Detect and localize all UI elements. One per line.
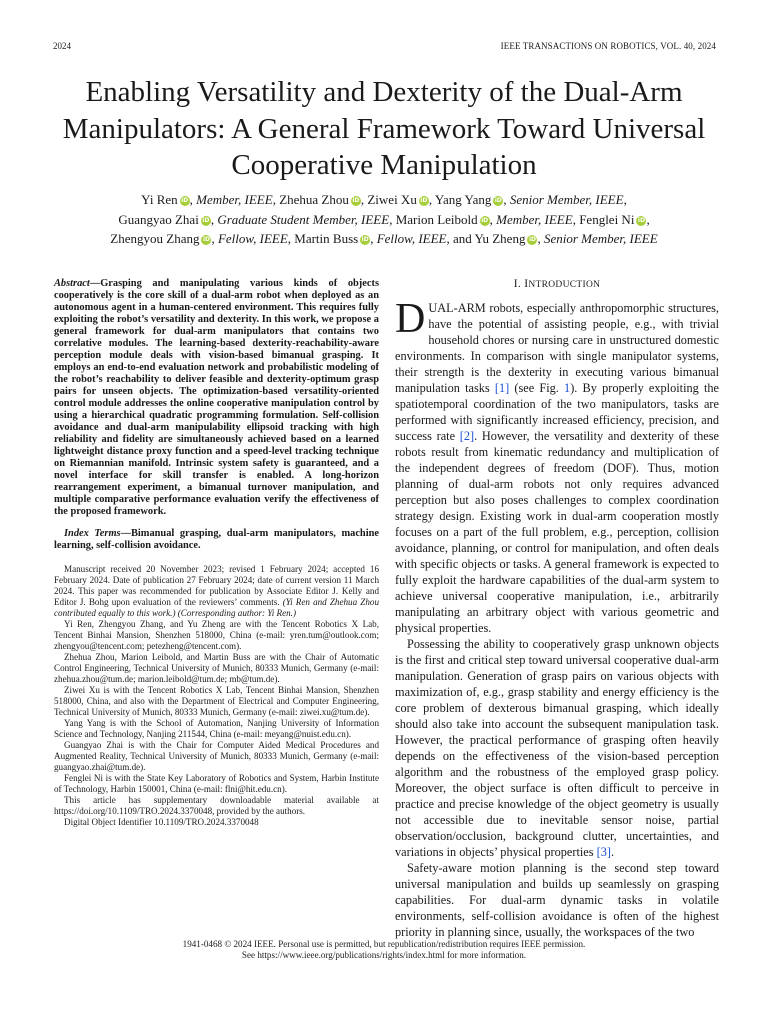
orcid-icon[interactable]: iD xyxy=(481,216,489,224)
orcid-icon[interactable]: iD xyxy=(361,236,369,243)
drop-cap: D xyxy=(395,296,426,342)
section-heading xyxy=(395,278,719,290)
citation-link[interactable]: [1] xyxy=(494,381,510,395)
orcid-icon[interactable]: iD xyxy=(202,216,210,224)
page-number: 2024 xyxy=(53,41,71,51)
index-terms-lead: Index Terms xyxy=(64,528,121,539)
paragraph-text: . However, the versatility and dexterity of these robots result from kinematic redundancy and multiplication of the independent degrees of freedom (DOF). Thus, motion planning of dual-arm robots not only requires advanced perception but also poses challenges to complex coordination strategy design. Existing work in dual-arm cooperation mostly focuses on a part of the full problem, e.g., perception, collision avoidance, planning, or control for manipulation, and often deals with specific objects or tasks. A general framework is expected to fully exploit the hardware capabilities of the dual-arm system to achieve universal cooperative manipulation, i.e., arbitrarily manipulating an arbitrary object with various geometric and physical properties. xyxy=(395,429,719,635)
orcid-icon[interactable]: iD xyxy=(420,197,428,204)
figure-link[interactable]: 1 xyxy=(564,381,571,395)
author-conjunction: and xyxy=(452,231,472,246)
affiliation-note: Fenglei Ni is with the State Key Laboratory of Robotics and System, Harbin Institute of Technology, Harbin 150001, China (e-mail: flni@hit.edu.cn). xyxy=(54,773,379,794)
author-name: Ziwei Xu xyxy=(367,192,417,207)
intro-paragraph: Safety-aware motion planning is the second step toward universal manipulation and builds up seamlessly on grasping capabilities. For dual-arm dynamic tasks in volatile environments, self-collision avoidance is often of the highest priority in planning since, usually, the workspaces of the two xyxy=(395,861,719,939)
intro-paragraph xyxy=(395,296,719,636)
manuscript-note xyxy=(54,564,379,619)
paragraph-text: UAL-ARM robots, especially anthropomorphic structures, have the potential of assisting people, e.g., with trivial household chores or nursing care in unstructured domestic environments. In comparison with single manipulator systems, their strength is the dexterity in executing various bimanual manipulation tasks xyxy=(395,301,719,395)
author-line-1: Yi Ren iD, Member, IEEE, Zhehua Zhou iD, Ziwei Xu iD, Yang Yang iD, Senior Member, IEEE, xyxy=(141,192,627,207)
manuscript-dates: Manuscript received 20 November 2023; revised 1 February 2024; accepted 16 February 2024. Date of publication 27 February 2024; date of current version 11 March 2024. This paper was recommended for publication by Associate Editor J. Kelly and Editor J. Bohg upon evaluation of the reviewers’ comments. xyxy=(54,564,379,607)
index-terms-text: —Bimanual grasping, dual-arm manipulators, machine learning, self-collision avoidance. xyxy=(54,528,379,551)
left-column xyxy=(54,278,379,828)
intro-body xyxy=(395,296,719,940)
orcid-icon[interactable]: iD xyxy=(181,197,189,204)
author-role: Senior Member, IEEE xyxy=(543,231,658,246)
author-name: Guangyao Zhai xyxy=(118,211,199,227)
affiliation-note: Yi Ren, Zhengyou Zhang, and Yu Zheng are with the Tencent Robotics X Lab, Tencent Binhai Mansion, Shenzhen 518000, China (e-mail: yren.tum@outlook.com; zhengyou@tencent.com; petezheng@tencent.com). xyxy=(54,619,379,651)
affiliation-note: Yang Yang is with the School of Automation, Nanjing University of Information Science and Technology, Nanjing 211544, China (e-mail: meyang@nuist.edu.cn). xyxy=(54,718,379,739)
abstract-text: —Grasping and manipulating various kinds of objects cooperatively is the core skill of a dual-arm robot when deployed as an autonomous agent in a human-centered environment. This requires fully exploiting the robot’s versatility and dexterity. In this work, we propose a general framework for dual-arm manipulators that contains two correlative modules. The learning-based dexterity-reachability-aware perception module deals with vision-based bimanual grasping. It employs an end-to-end evaluation network and probabilistic modeling of the robot’s reachability to deliver feasible and dexterity-optimum grasp pairs for unseen objects. The optimization-based versatility-oriented control module addresses the online cooperative manipulation control by using a hierarchical quadratic programming formulation. Self-collision avoidance and dual-arm manipulability ellipsoid tracking with high reliability and fidelity are simultaneously achieved based on a learned lightweight distance proxy function and a speed-level tracking technique on Riemannian manifold. Intrinsic system safety is guaranteed, and a novel interface for skill transfer is enabled. A long-horizon rearrangement experiment, a bimanual turnover manipulation, and multiple comparative performance evaluation verify the effectiveness of the proposed framework. xyxy=(54,278,379,517)
orcid-icon[interactable]: iD xyxy=(494,197,502,204)
orcid-icon[interactable]: iD xyxy=(637,216,645,224)
running-header: IEEE TRANSACTIONS ON ROBOTICS, VOL. 40, 2024 xyxy=(500,41,716,51)
paragraph-text: . xyxy=(610,845,615,859)
affiliation-note: Guangyao Zhai is with the Chair for Computer Aided Medical Procedures and Augmented Reality, Technical University of Munich, 80333 Munich, Germany (e-mail: guangyao.zhai@tum.de). xyxy=(54,740,379,772)
author-line-2: Guangyao Zhai iD, Graduate Student Member, IEEE, Marion Leibold iD, Member, IEEE, Fenglei Ni iD, xyxy=(118,211,650,227)
author-name: Yi Ren xyxy=(141,192,178,207)
author-role: Graduate Student Member, IEEE xyxy=(217,211,390,227)
paragraph-text: Possessing the ability to cooperatively grasp unknown objects is the first and critical step toward universal cooperative dual-arm manipulation. Generation of grasp pairs on various objects with maximization of, e.g., grasp stability and energy efficiency is the core problem of dexterous bimanual grasping, which ideally should also take into account the subsequent manipulation task. However, the practical performance of grasping often heavily depends on the effectiveness of the vision-based perception algorithm and the robustness of the employed grasp policy. Moreover, the object surface is often difficult to perceive in practice and precise knowledge of the object geometry is usually not accessible due to inevitable sensor noise, partial observation/occlusion, background clutter, uncertainties, and variations in objects’ physical properties xyxy=(395,637,719,859)
author-name: Yu Zheng xyxy=(474,231,526,246)
doi-note: Digital Object Identifier 10.1109/TRO.2024.3370048 xyxy=(64,817,259,827)
section-numeral: I. xyxy=(513,278,522,290)
abstract xyxy=(54,278,379,518)
citation-link[interactable]: [2] xyxy=(459,429,475,443)
copyright-footer xyxy=(40,939,728,961)
paragraph-text: ). By properly exploiting the spatiotemporal coordination of the two manipulators, tasks are performed with significantly increased efficiency, precision, and success rate xyxy=(395,381,719,443)
paragraph-text: (see Fig. xyxy=(509,381,565,395)
orcid-icon[interactable]: iD xyxy=(352,197,360,204)
intro-paragraph xyxy=(395,636,719,860)
paper-title: Enabling Versatility and Dexterity of the Dual-Arm Manipulators: A General Framework Toward Universal Cooperative Manipulation xyxy=(62,76,706,181)
author-name: Zhehua Zhou xyxy=(279,192,349,207)
section-title xyxy=(524,278,600,290)
corresponding-author-note: (Yi Ren and Zhehua Zhou contributed equally to this work.) (Corresponding author: Yi Ren.) xyxy=(54,597,379,618)
author-role: Member, IEEE xyxy=(196,192,273,207)
supplementary-note: This article has supplementary downloadable material available at https://doi.org/10.1109/TRO.2024.3370048, provided by the authors. xyxy=(54,795,379,816)
citation-link[interactable]: [3] xyxy=(596,845,611,859)
right-column xyxy=(395,278,719,940)
author-name: Zhengyou Zhang xyxy=(110,231,200,246)
affiliation-note: Ziwei Xu is with the Tencent Robotics X Lab, Tencent Binhai Mansion, Shenzhen 518000, China, and also with the Department of Electrical and Computer Engineering, Technical University of Munich, 80333 Munich, Germany (e-mail: ziwei.xu@tum.de). xyxy=(54,685,379,717)
section-title-rest: NTRODUCTION xyxy=(528,280,601,290)
author-line-3: Zhengyou Zhang iD, Fellow, IEEE, Martin Buss iD, Fellow, IEEE, and Yu Zheng iD, Senior Member, IEEE xyxy=(110,231,658,246)
rights-link-line: See https://www.ieee.org/publications/rights/index.html for more information. xyxy=(241,950,527,960)
affiliation-note: Zhehua Zhou, Marion Leibold, and Martin Buss are with the Chair of Automatic Control Engineering, Technical University of Munich, 80333 Munich, Germany (e-mail: zhehua.zhou@tum.de; marion.leibold@tum.de; mb@tum.de). xyxy=(54,652,379,684)
section-title-initial: I xyxy=(524,278,529,290)
footnotes xyxy=(54,564,379,828)
author-role: Fellow, IEEE xyxy=(376,231,447,246)
orcid-icon[interactable]: iD xyxy=(528,236,536,243)
copyright-line: 1941-0468 © 2024 IEEE. Personal use is permitted, but republication/redistribution requires IEEE permission. xyxy=(182,939,586,949)
author-list xyxy=(40,190,728,249)
author-role: Member, IEEE xyxy=(496,211,573,227)
author-name: Martin Buss xyxy=(294,231,359,246)
orcid-icon[interactable]: iD xyxy=(202,236,210,243)
author-role: Fellow, IEEE xyxy=(217,231,288,246)
author-name: Yang Yang xyxy=(434,192,492,207)
author-role: Senior Member, IEEE xyxy=(509,192,624,207)
author-name: Fenglei Ni xyxy=(579,211,635,227)
index-terms xyxy=(54,528,379,552)
author-name: Marion Leibold xyxy=(395,211,478,227)
abstract-lead: Abstract xyxy=(54,278,90,289)
